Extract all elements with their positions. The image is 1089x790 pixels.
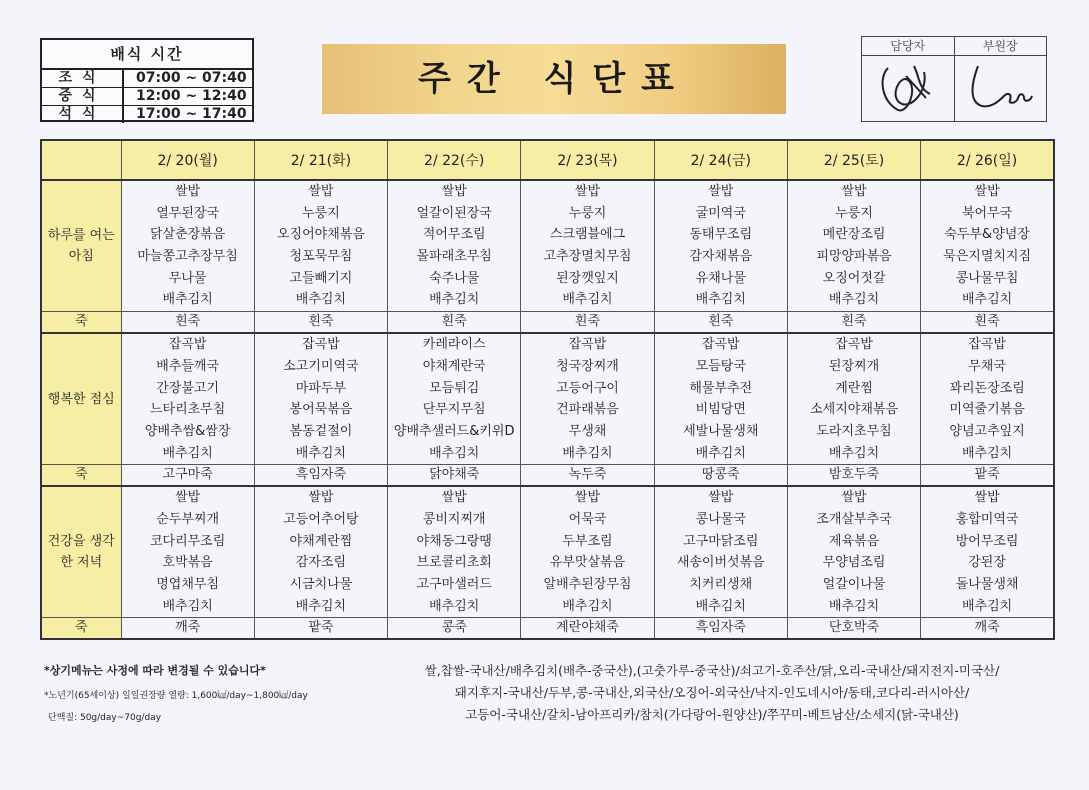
menu-item: 콩나물무침 [955, 270, 1019, 286]
menu-item: 쌀밥 [574, 490, 601, 506]
menu-item: 배추김치 [429, 598, 480, 614]
menu-item: 피망양파볶음 [816, 249, 892, 265]
menu-item: 고추장멸치무침 [543, 249, 632, 265]
menu-item: 고등어구이 [556, 380, 619, 396]
menu-cell [521, 333, 654, 465]
menu-item: 배추김치 [429, 292, 480, 308]
meal-time-name: 석식 [42, 106, 124, 123]
change-notice: *상기메뉴는 사정에 따라 변경될 수 있습니다* [44, 664, 266, 677]
approval-vice-director-label: 부원장 [955, 37, 1047, 56]
menu-item: 배추김치 [961, 598, 1013, 614]
menu-item: 쌀밥 [441, 184, 467, 199]
menu-item: 고구마샐러드 [416, 577, 492, 592]
menu-cell [521, 180, 654, 312]
menu-cell [654, 486, 787, 618]
menu-item: 마파두부 [295, 380, 347, 396]
porridge-item: 고구마죽 [121, 465, 254, 487]
menu-item: 느타리초무침 [149, 402, 226, 418]
menu-item: 쌀밥 [841, 490, 867, 506]
menu-item: 배추김치 [961, 445, 1013, 461]
menu-item: 쌀밥 [175, 490, 201, 506]
porridge-item: 흰죽 [654, 312, 787, 334]
menu-item: 된장깻잎지 [556, 270, 619, 286]
menu-item: 시금치나물 [289, 577, 353, 592]
porridge-item: 콩죽 [388, 618, 521, 640]
menu-item: 비빔당면 [695, 402, 746, 418]
menu-cell [521, 486, 654, 618]
meal-row [41, 333, 1054, 465]
porridge-item: 깨죽 [121, 618, 254, 640]
meal-time-value: 17:00 ~ 17:40 [136, 106, 247, 122]
menu-item: 적어무조림 [422, 227, 486, 243]
menu-item: 감자채볶음 [689, 249, 753, 265]
menu-item: 배추김치 [695, 598, 746, 614]
menu-cell [787, 333, 920, 465]
menu-item: 마늘쫑고추장무침 [137, 249, 238, 265]
porridge-item: 흰죽 [388, 312, 521, 334]
menu-item: 쌀밥 [841, 184, 867, 199]
menu-item: 해물부추전 [689, 380, 753, 396]
meal-label: 건강을 생각한 저녁 [41, 486, 121, 618]
menu-cell [654, 180, 787, 312]
porridge-item: 팥죽 [921, 465, 1054, 487]
approval-staff [862, 37, 954, 121]
menu-item: 쌀밥 [308, 184, 334, 199]
menu-item: 청국장찌개 [556, 358, 619, 374]
menu-item: 배추김치 [828, 292, 880, 308]
menu-item: 열무된장국 [156, 205, 220, 221]
menu-item: 잡곡밥 [701, 337, 740, 353]
porridge-item: 흑임자죽 [654, 618, 787, 640]
porridge-row [41, 465, 1054, 487]
menu-item: 홍합미역국 [955, 511, 1019, 527]
meal-time-name: 중식 [42, 88, 124, 105]
menu-item: 무생채 [568, 423, 607, 439]
day-header: 2/ 20(월) [121, 140, 254, 180]
menu-item: 계란찜 [835, 380, 873, 396]
menu-item: 어묵국 [568, 511, 607, 527]
menu-item: 배추김치 [562, 598, 613, 614]
menu-item: 무채국 [968, 358, 1006, 374]
menu-item: 잡곡밥 [302, 337, 340, 353]
porridge-item: 흰죽 [521, 312, 654, 334]
menu-item: 유부맛살볶음 [549, 555, 626, 571]
menu-item: 조개살부추국 [816, 511, 892, 527]
porridge-item: 흰죽 [121, 312, 254, 334]
menu-item: 숙두부&양념장 [944, 227, 1030, 243]
menu-item: 양배추쌈&쌈장 [144, 423, 231, 439]
menu-item: 배추김치 [295, 598, 347, 614]
menu-item: 잡곡밥 [835, 337, 873, 353]
meal-time-row-dinner [42, 106, 252, 123]
porridge-item: 흰죽 [787, 312, 920, 334]
origin-info [372, 660, 1052, 726]
day-header-row [41, 140, 1054, 180]
porridge-item: 땅콩죽 [654, 465, 787, 487]
menu-item: 돌나물생채 [955, 577, 1019, 592]
menu-item: 된장찌개 [828, 358, 880, 374]
menu-item: 쌀밥 [574, 184, 601, 199]
day-header: 2/ 25(토) [787, 140, 920, 180]
meal-label: 행복한 점심 [41, 333, 121, 465]
menu-item: 알배추된장무침 [543, 577, 632, 592]
menu-item: 고들빼기지 [289, 270, 353, 286]
menu-cell [254, 486, 387, 618]
origin-line: 쌀,찹쌀-국내산/배추김치(배추-중국산),(고춧가루-중국산)/쇠고기-호주산/닭,오리-국내산/돼지전지-미국산/ [424, 663, 1000, 678]
menu-item: 모듬튀김 [429, 380, 480, 396]
menu-item: 메란장조림 [822, 227, 886, 243]
menu-item: 배추김치 [429, 445, 480, 461]
staff-signature [862, 56, 954, 121]
menu-item: 쌀밥 [708, 184, 734, 199]
menu-item: 치커리생채 [689, 577, 753, 592]
menu-item: 배추김치 [695, 445, 746, 461]
menu-item: 굴미역국 [695, 205, 746, 221]
menu-item: 방어무조림 [955, 533, 1019, 549]
menu-item: 야채계란국 [422, 358, 486, 374]
menu-item: 모듬탕국 [695, 358, 746, 374]
meal-row [41, 486, 1054, 618]
day-header: 2/ 24(금) [654, 140, 787, 180]
menu-item: 세발나물생채 [683, 423, 759, 439]
menu-cell [388, 180, 521, 312]
menu-item: 오징어야채볶음 [276, 227, 365, 243]
menu-item: 호박볶음 [162, 555, 213, 571]
menu-item: 코다리무조림 [149, 533, 226, 549]
header-corner [41, 140, 121, 180]
approval-box [861, 36, 1047, 122]
menu-cell [388, 333, 521, 465]
meal-label: 하루를 여는 아침 [41, 180, 121, 312]
page-title: 주간 식단표 [322, 44, 786, 114]
energy-note: *노년기(65세이상) 일일권장량 열량: 1,600㎉/day~1,800㎉/day [44, 691, 308, 701]
menu-item: 배추김치 [162, 598, 213, 614]
meal-time-name: 조식 [42, 70, 124, 87]
menu-item: 두부조림 [562, 533, 613, 549]
menu-item: 청포묵무침 [289, 249, 353, 265]
menu-item: 동태무조림 [689, 227, 753, 243]
menu-item: 배추김치 [295, 445, 347, 461]
day-header: 2/ 26(일) [921, 140, 1054, 180]
menu-item: 얼갈이된장국 [416, 205, 492, 221]
menu-item: 양배추샐러드&키위D [393, 423, 515, 439]
menu-item: 배추김치 [295, 292, 347, 308]
menu-item: 소세지야채볶음 [810, 402, 898, 418]
menu-item: 배추김치 [162, 292, 213, 308]
porridge-item: 녹두죽 [521, 465, 654, 487]
menu-item: 배추김치 [961, 292, 1013, 308]
menu-item: 배추김치 [562, 292, 613, 308]
menu-item: 배추김치 [695, 292, 746, 308]
day-header: 2/ 23(목) [521, 140, 654, 180]
menu-item: 고구마닭조림 [683, 533, 759, 549]
porridge-row [41, 312, 1054, 334]
menu-item: 명엽채무침 [156, 577, 220, 592]
porridge-item: 단호박죽 [787, 618, 920, 640]
meal-time-row-lunch [42, 88, 252, 106]
menu-item: 쌀밥 [441, 490, 467, 506]
menu-item: 배추들깨국 [156, 358, 220, 374]
menu-item: 무나물 [168, 270, 207, 286]
approval-vice-director [954, 37, 1047, 121]
menu-item: 제육볶음 [828, 533, 880, 549]
approval-staff-label: 담당자 [862, 37, 954, 56]
porridge-item: 깨죽 [921, 618, 1054, 640]
day-header: 2/ 22(수) [388, 140, 521, 180]
meal-time-value: 12:00 ~ 12:40 [136, 88, 247, 104]
menu-cell [921, 486, 1054, 618]
menu-cell [121, 486, 254, 618]
menu-cell [121, 333, 254, 465]
menu-cell [254, 180, 387, 312]
menu-item: 잡곡밥 [568, 337, 607, 353]
porridge-item: 닭야채죽 [388, 465, 521, 487]
menu-item: 감자조림 [295, 555, 347, 571]
menu-item: 콩비지찌개 [422, 511, 486, 527]
menu-item: 브로콜리초회 [416, 555, 492, 571]
menu-item: 잡곡밥 [168, 337, 207, 353]
porridge-row [41, 618, 1054, 640]
menu-item: 누룽지 [568, 205, 607, 221]
menu-item: 무양념조림 [822, 555, 886, 571]
menu-item: 간장불고기 [156, 380, 220, 396]
menu-item: 야채계란찜 [289, 533, 353, 549]
meal-time-value: 07:00 ~ 07:40 [136, 70, 247, 86]
menu-item: 몰파래초무침 [416, 249, 492, 265]
menu-item: 오징어젓갈 [822, 270, 886, 286]
menu-item: 배추김치 [162, 445, 213, 461]
menu-item: 건파래볶음 [556, 402, 619, 418]
menu-cell [787, 180, 920, 312]
menu-item: 누룽지 [302, 205, 340, 221]
menu-cell [787, 486, 920, 618]
menu-item: 봉어묵볶음 [289, 402, 353, 418]
menu-item: 단무지무침 [422, 402, 486, 418]
menu-item: 얼갈이나물 [822, 577, 886, 592]
menu-item: 양념고추잎지 [949, 423, 1025, 439]
menu-cell [388, 486, 521, 618]
menu-item: 배추김치 [828, 598, 880, 614]
menu-item: 고등어추어탕 [283, 511, 359, 527]
menu-cell [121, 180, 254, 312]
menu-cell [254, 333, 387, 465]
origin-line: 돼지후지-국내산/두부,콩-국내산,외국산/오징어-외국산/낙지-인도네시아/동태,코다리-러시아산/ [454, 685, 970, 700]
menu-cell [921, 333, 1054, 465]
menu-item: 잡곡밥 [968, 337, 1006, 353]
menu-item: 유채나물 [695, 270, 746, 286]
menu-item: 카레라이스 [422, 337, 486, 353]
porridge-item: 흰죽 [254, 312, 387, 334]
porridge-item: 흰죽 [921, 312, 1054, 334]
menu-cell [921, 180, 1054, 312]
menu-item: 콩나물국 [695, 511, 746, 527]
menu-item: 순두부찌개 [156, 511, 220, 527]
meal-time-box [40, 38, 254, 122]
menu-item: 꽈리돈장조림 [949, 380, 1025, 396]
menu-item: 북어무국 [961, 205, 1013, 221]
menu-item: 스크램블에그 [549, 227, 626, 243]
menu-table [40, 139, 1055, 640]
menu-item: 쌀밥 [974, 184, 1000, 199]
porridge-item: 계란야채죽 [521, 618, 654, 640]
menu-item: 쌀밥 [175, 184, 201, 199]
menu-item: 누룽지 [835, 205, 873, 221]
menu-item: 배추김치 [828, 445, 880, 461]
porridge-label: 죽 [41, 618, 121, 640]
menu-item: 쌀밥 [708, 490, 734, 506]
porridge-label: 죽 [41, 312, 121, 334]
menu-item: 야채동그랑땡 [416, 533, 492, 549]
menu-item: 미역줄기볶음 [949, 402, 1025, 418]
protein-note: 단백질: 50g/day~70g/day [48, 713, 162, 723]
vice-director-signature [955, 56, 1047, 121]
porridge-item: 흑임자죽 [254, 465, 387, 487]
meal-row [41, 180, 1054, 312]
menu-item: 새송이버섯볶음 [676, 555, 765, 571]
menu-item: 도라지초무침 [816, 423, 892, 439]
porridge-item: 밤호두죽 [787, 465, 920, 487]
menu-item: 숙주나물 [429, 270, 480, 286]
menu-item: 강된장 [968, 555, 1006, 571]
origin-line: 고등어-국내산/갈치-남아프리카/참치(가다랑어-원양산)/쭈꾸미-베트남산/소세지(닭-국내산) [465, 707, 959, 722]
menu-cell [654, 333, 787, 465]
menu-item: 소고기미역국 [283, 358, 359, 374]
menu-item: 닭살춘장볶음 [149, 227, 226, 243]
menu-item: 배추김치 [562, 445, 613, 461]
menu-item: 묵은지멸치지짐 [943, 249, 1032, 265]
porridge-label: 죽 [41, 465, 121, 487]
day-header: 2/ 21(화) [254, 140, 387, 180]
menu-item: 쌀밥 [974, 490, 1000, 506]
porridge-item: 팥죽 [254, 618, 387, 640]
meal-time-title: 배식 시간 [42, 40, 252, 70]
menu-item: 봄동겉절이 [289, 423, 353, 439]
menu-item: 쌀밥 [308, 490, 334, 506]
meal-time-row-breakfast [42, 70, 252, 88]
